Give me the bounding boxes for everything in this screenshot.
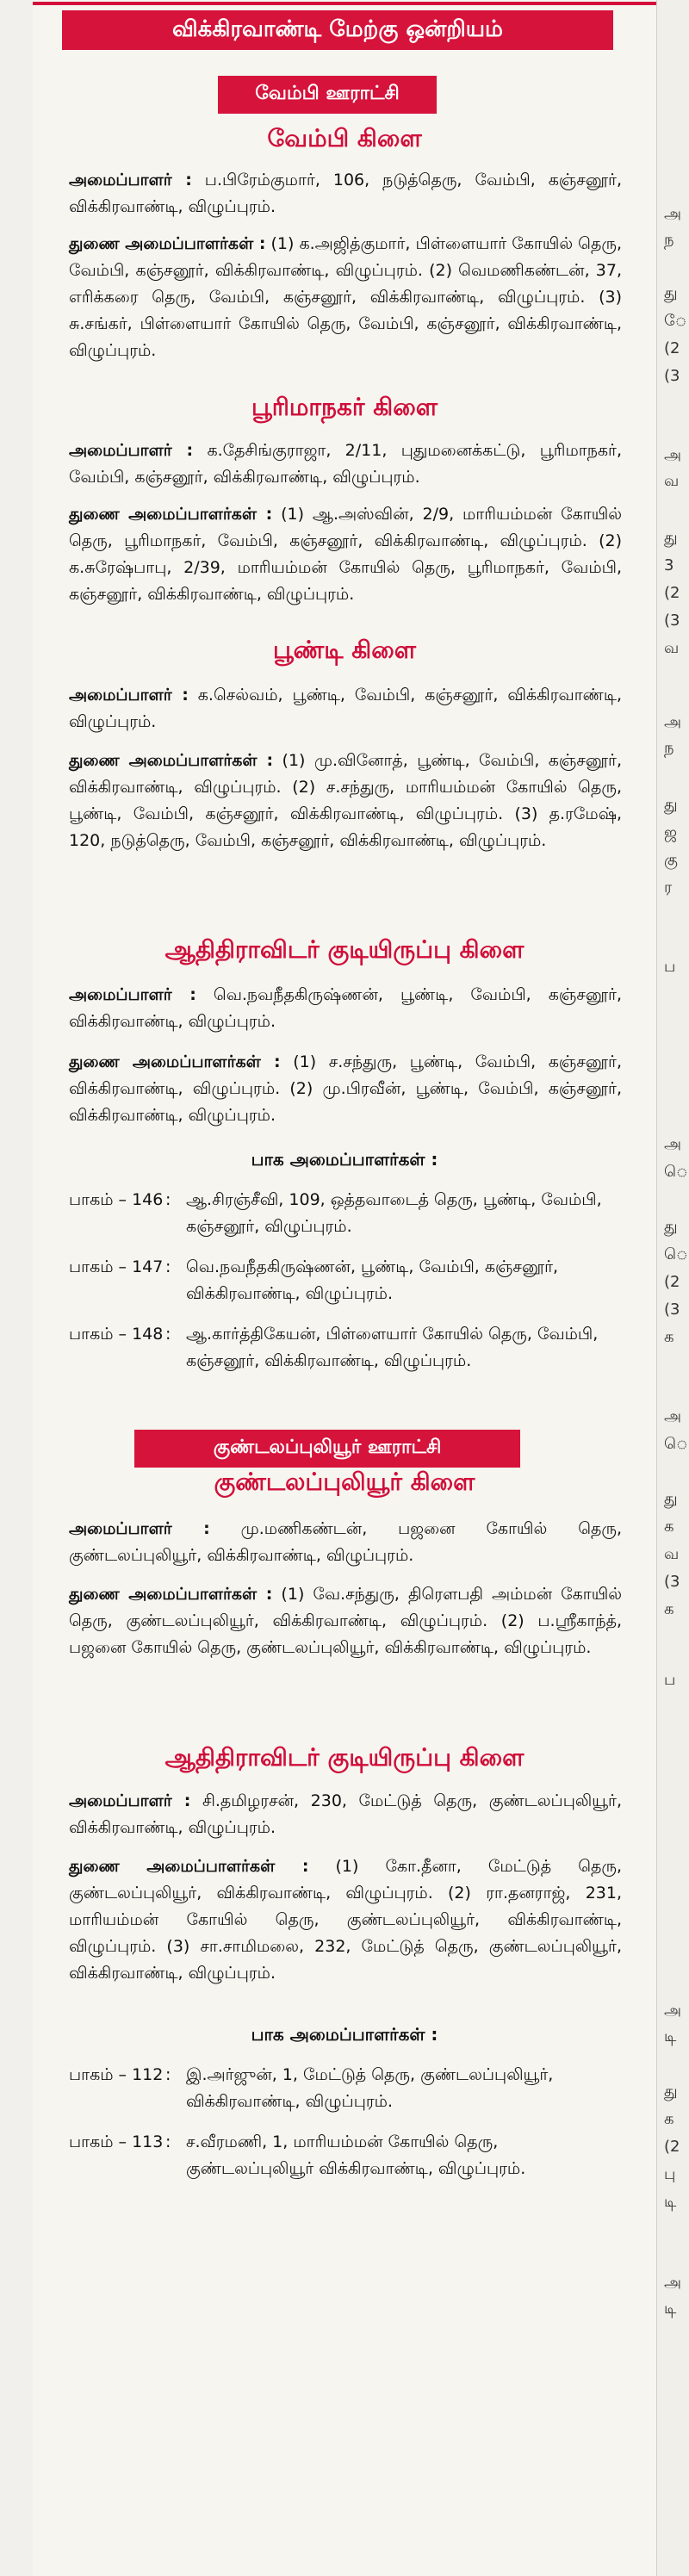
booth-colon: :	[165, 1190, 171, 1209]
adjacent-fragment: து	[664, 284, 678, 302]
deputy-text: (1) ஆ.அஸ்வின், 2/9, மாரியம்மன் கோயில் தெரு, பூரிமாநகர், வேம்பி, கஞ்சனூர், விக்கிரவாண்டி, விழுப்புரம். (2) க.சுரேஷ்பாபு, 2/39, மாரியம்மன் கோயில் தெரு, பூரிமாநகர், வேம்பி, கஞ்சனூர், விக்கிரவாண்டி, விழுப்புரம்.	[69, 505, 623, 604]
adjacent-fragment: டி	[664, 2300, 677, 2318]
adjacent-fragment: (2	[664, 339, 680, 357]
top-rule	[33, 2, 656, 5]
adjacent-fragment: அ	[664, 2002, 682, 2020]
branch-title: வேம்பி கிளை	[267, 124, 422, 152]
organizer-text: க.செல்வம், பூண்டி, வேம்பி, கஞ்சனூர், விக்கிரவாண்டி, விழுப்புரம்.	[69, 686, 623, 731]
adjacent-fragment: (2	[664, 584, 680, 602]
adjacent-fragment: கு	[664, 851, 678, 869]
adjacent-fragment: அ	[664, 1135, 682, 1153]
deputy-paragraph	[69, 231, 622, 364]
adjacent-fragment: (3	[664, 1573, 680, 1591]
adjacent-fragment: வ	[664, 639, 680, 657]
deputy-paragraph	[69, 1853, 622, 1987]
adjacent-fragment: அ	[664, 205, 682, 223]
branch-title: பூரிமாநகர் கிளை	[251, 393, 438, 421]
adjacent-fragment: ந	[664, 739, 674, 757]
organizer-text: சி.தமிழரசன், 230, மேட்டுத் தெரு, குண்டலப்புலியூர், விக்கிரவாண்டி, விழுப்புரம்.	[69, 1791, 622, 1837]
organizer-label: அமைப்பாளர் :	[69, 686, 189, 705]
deputy-text: (1) மு.வினோத், பூண்டி, வேம்பி, கஞ்சனூர், விக்கிரவாண்டி, விழுப்புரம். (2) ச.சந்துரு, மாரியம்மன் கோயில் தெரு, பூண்டி, வேம்பி, கஞ்சனூர், விக்கிரவாண்டி, விழுப்புரம். (3) த.ரமேஷ், 120, நடுத்தெரு, வேம்பி, கஞ்சனூர், விக்கிரவாண்டி, விழுப்புரம்.	[69, 751, 623, 850]
branch-title: குண்டலப்புலியூர் கிளை	[214, 1468, 475, 1496]
adjacent-fragment: வ	[664, 1545, 680, 1563]
organizer-label: அமைப்பாளர் :	[69, 441, 194, 460]
booth-colon: :	[165, 2132, 171, 2151]
adjacent-fragment: 3	[664, 556, 674, 574]
booth-label: பாகம் – 146	[69, 1190, 164, 1209]
adjacent-fragment: ப	[664, 958, 676, 976]
booth-colon: :	[165, 1257, 171, 1276]
adjacent-fragment: அ	[664, 1407, 682, 1425]
adjacent-fragment: து	[664, 1490, 678, 1508]
booth-value: இ.அர்ஜுன், 1, மேட்டுத் தெரு, குண்டலப்புலியூர், விக்கிரவாண்டி, விழுப்புரம்.	[186, 2065, 554, 2111]
booth-value: ஆ.சிரஞ்சீவி, 109, ஒத்தவாடைத் தெரு, பூண்டி, வேம்பி, கஞ்சனூர், விழுப்புரம்.	[186, 1190, 602, 1236]
deputy-label: துணை அமைப்பாளர்கள் :	[69, 234, 266, 253]
adjacent-fragment: (2	[664, 1273, 680, 1291]
organizer-paragraph	[69, 682, 622, 736]
village-banner-vembi: வேம்பி ஊராட்சி	[218, 76, 437, 114]
adjacent-fragment: ெ	[664, 1245, 688, 1263]
deputy-text: (1) ச.சந்துரு, பூண்டி, வேம்பி, கஞ்சனூர், விக்கிரவாண்டி, விழுப்புரம். (2) மு.பிரவீன், பூண்டி, வேம்பி, கஞ்சனூர், விக்கிரவாண்டி, விழுப்புரம்.	[69, 1052, 622, 1125]
organizer-label: அமைப்பாளர் :	[69, 1791, 191, 1810]
adjacent-fragment: க	[664, 1518, 674, 1536]
organizer-paragraph	[69, 1516, 622, 1569]
adjacent-fragment: அ	[664, 446, 682, 464]
adjacent-fragment: து	[664, 1218, 678, 1236]
adjacent-fragment: து	[664, 796, 678, 814]
organizer-text: மு.மணிகண்டன், பஜனை கோயில் தெரு, குண்டலப்புலியூர், விக்கிரவாண்டி, விழுப்புரம்.	[69, 1519, 623, 1565]
booth-value: ஆ.கார்த்திகேயன், பிள்ளையார் கோயில் தெரு, வேம்பி, கஞ்சனூர், விக்கிரவாண்டி, விழுப்புரம்.	[186, 1325, 599, 1370]
organizer-paragraph	[69, 167, 622, 220]
booth-colon: :	[165, 2065, 171, 2084]
branch-title: ஆதிதிராவிடர் குடியிருப்பு கிளை	[164, 935, 525, 964]
adjacent-fragment: து	[664, 529, 678, 547]
adjacent-fragment: ப	[664, 1671, 676, 1689]
deputy-paragraph	[69, 501, 622, 608]
deputy-text: (1) வே.சந்துரு, திரௌபதி அம்மன் கோயில் தெரு, குண்டலப்புலியூர், விக்கிரவாண்டி, விழுப்புரம். (2) ப.ஸ்ரீகாந்த், பஜனை கோயில் தெரு, குண்டலப்புலியூர், விக்கிரவாண்டி, விழுப்புரம்.	[69, 1585, 623, 1657]
booth-organizers-title: பாக அமைப்பாளர்கள் :	[251, 1149, 438, 1170]
deputy-label: துணை அமைப்பாளர்கள் :	[69, 1857, 309, 1876]
organizer-paragraph	[69, 1788, 622, 1841]
deputy-label: துணை அமைப்பாளர்கள் :	[69, 1052, 281, 1071]
organizer-label: அமைப்பாளர் :	[69, 985, 196, 1004]
booth-label: பாகம் – 147	[69, 1257, 164, 1276]
adjacent-fragment: (2	[664, 2138, 680, 2156]
deputy-paragraph	[69, 1049, 622, 1129]
adjacent-fragment: ந	[664, 231, 674, 249]
organizer-label: அமைப்பாளர் :	[69, 1519, 210, 1538]
deputy-paragraph	[69, 748, 622, 854]
adjacent-fragment: அ	[664, 713, 682, 731]
organizer-text: ப.பிரேம்குமார், 106, நடுத்தெரு, வேம்பி, கஞ்சனூர், விக்கிரவாண்டி, விழுப்புரம்.	[69, 171, 623, 216]
booth-value: ச.வீரமணி, 1, மாரியம்மன் கோயில் தெரு, குண்டலப்புலியூர் விக்கிரவாண்டி, விழுப்புரம்.	[186, 2132, 526, 2178]
booth-label: பாகம் – 113	[69, 2132, 164, 2151]
adjacent-fragment: து	[664, 2083, 678, 2101]
branch-title: ஆதிதிராவிடர் குடியிருப்பு கிளை	[164, 1743, 525, 1772]
organizer-text: வெ.நவநீதகிருஷ்ணன், பூண்டி, வேம்பி, கஞ்சனூர், விக்கிரவாண்டி, விழுப்புரம்.	[69, 985, 622, 1031]
adjacent-fragment: அ	[664, 2274, 682, 2292]
main-title-banner: விக்கிரவாண்டி மேற்கு ஒன்றியம்	[62, 10, 613, 50]
deputy-label: துணை அமைப்பாளர்கள் :	[69, 1585, 273, 1604]
booth-label: பாகம் – 148	[69, 1325, 164, 1344]
adjacent-fragment: வ	[664, 472, 680, 490]
adjacent-fragment: ே	[664, 312, 687, 330]
booth-colon: :	[165, 1325, 171, 1344]
village-banner-kundalapuliyur: குண்டலப்புலியூர் ஊராட்சி	[134, 1430, 520, 1468]
booth-label: பாகம் – 112	[69, 2065, 164, 2084]
deputy-text: (1) க.அஜித்குமார், பிள்ளையார் கோயில் தெரு, வேம்பி, கஞ்சனூர், விக்கிரவாண்டி, விழுப்புரம். (2) வெமணிகண்டன், 37, எரிக்கரை தெரு, வேம்பி, கஞ்சனூர், விக்கிரவாண்டி, விழுப்புரம். (3) சு.சங்கர், பிள்ளையார் கோயில் தெரு, வேம்பி, கஞ்சனூர், விக்கிரவாண்டி, விழுப்புரம்.	[69, 234, 622, 360]
adjacent-fragment: (3	[664, 611, 680, 630]
adjacent-column-strip	[656, 0, 689, 2576]
booth-organizers-title: பாக அமைப்பாளர்கள் :	[251, 2024, 438, 2045]
newspaper-column	[33, 0, 656, 2576]
organizer-paragraph	[69, 438, 622, 491]
adjacent-fragment: (3	[664, 367, 680, 385]
adjacent-fragment: க	[664, 1328, 674, 1346]
adjacent-fragment: டி	[664, 2027, 677, 2045]
adjacent-fragment: ர	[664, 878, 673, 897]
adjacent-fragment: ெ	[664, 1163, 688, 1181]
adjacent-fragment: பு	[664, 2165, 676, 2183]
adjacent-fragment: டி	[664, 2193, 677, 2211]
branch-title: பூண்டி கிளை	[272, 636, 417, 664]
organizer-text: க.தேசிங்குராஜா, 2/11, புதுமனைக்கட்டு, பூரிமாநகர், வேம்பி, கஞ்சனூர், விக்கிரவாண்டி, விழுப்புரம்.	[69, 441, 623, 487]
deputy-label: துணை அமைப்பாளர்கள் :	[69, 751, 274, 770]
adjacent-fragment: ஜ	[664, 823, 678, 841]
adjacent-fragment: க	[664, 1600, 674, 1618]
adjacent-fragment: (3	[664, 1300, 680, 1319]
adjacent-fragment: க	[664, 2110, 674, 2128]
deputy-paragraph	[69, 1581, 622, 1661]
adjacent-fragment: ெ	[664, 1435, 688, 1453]
organizer-paragraph	[69, 982, 622, 1035]
deputy-text: (1) கோ.தீனா, மேட்டுத் தெரு, குண்டலப்புலியூர், விக்கிரவாண்டி, விழுப்புரம். (2) ரா.தனராஜ், 231, மாரியம்மன் கோயில் தெரு, குண்டலப்புலியூர், விக்கிரவாண்டி, விழுப்புரம். (3) சா.சாமிமலை, 232, மேட்டுத் தெரு, குண்டலப்புலியூர், விக்கிரவாண்டி, விழுப்புரம்.	[69, 1857, 623, 1983]
booth-value: வெ.நவநீதகிருஷ்ணன், பூண்டி, வேம்பி, கஞ்சனூர், விக்கிரவாண்டி, விழுப்புரம்.	[186, 1257, 559, 1303]
organizer-label: அமைப்பாளர் :	[69, 171, 192, 189]
deputy-label: துணை அமைப்பாளர்கள் :	[69, 505, 273, 524]
